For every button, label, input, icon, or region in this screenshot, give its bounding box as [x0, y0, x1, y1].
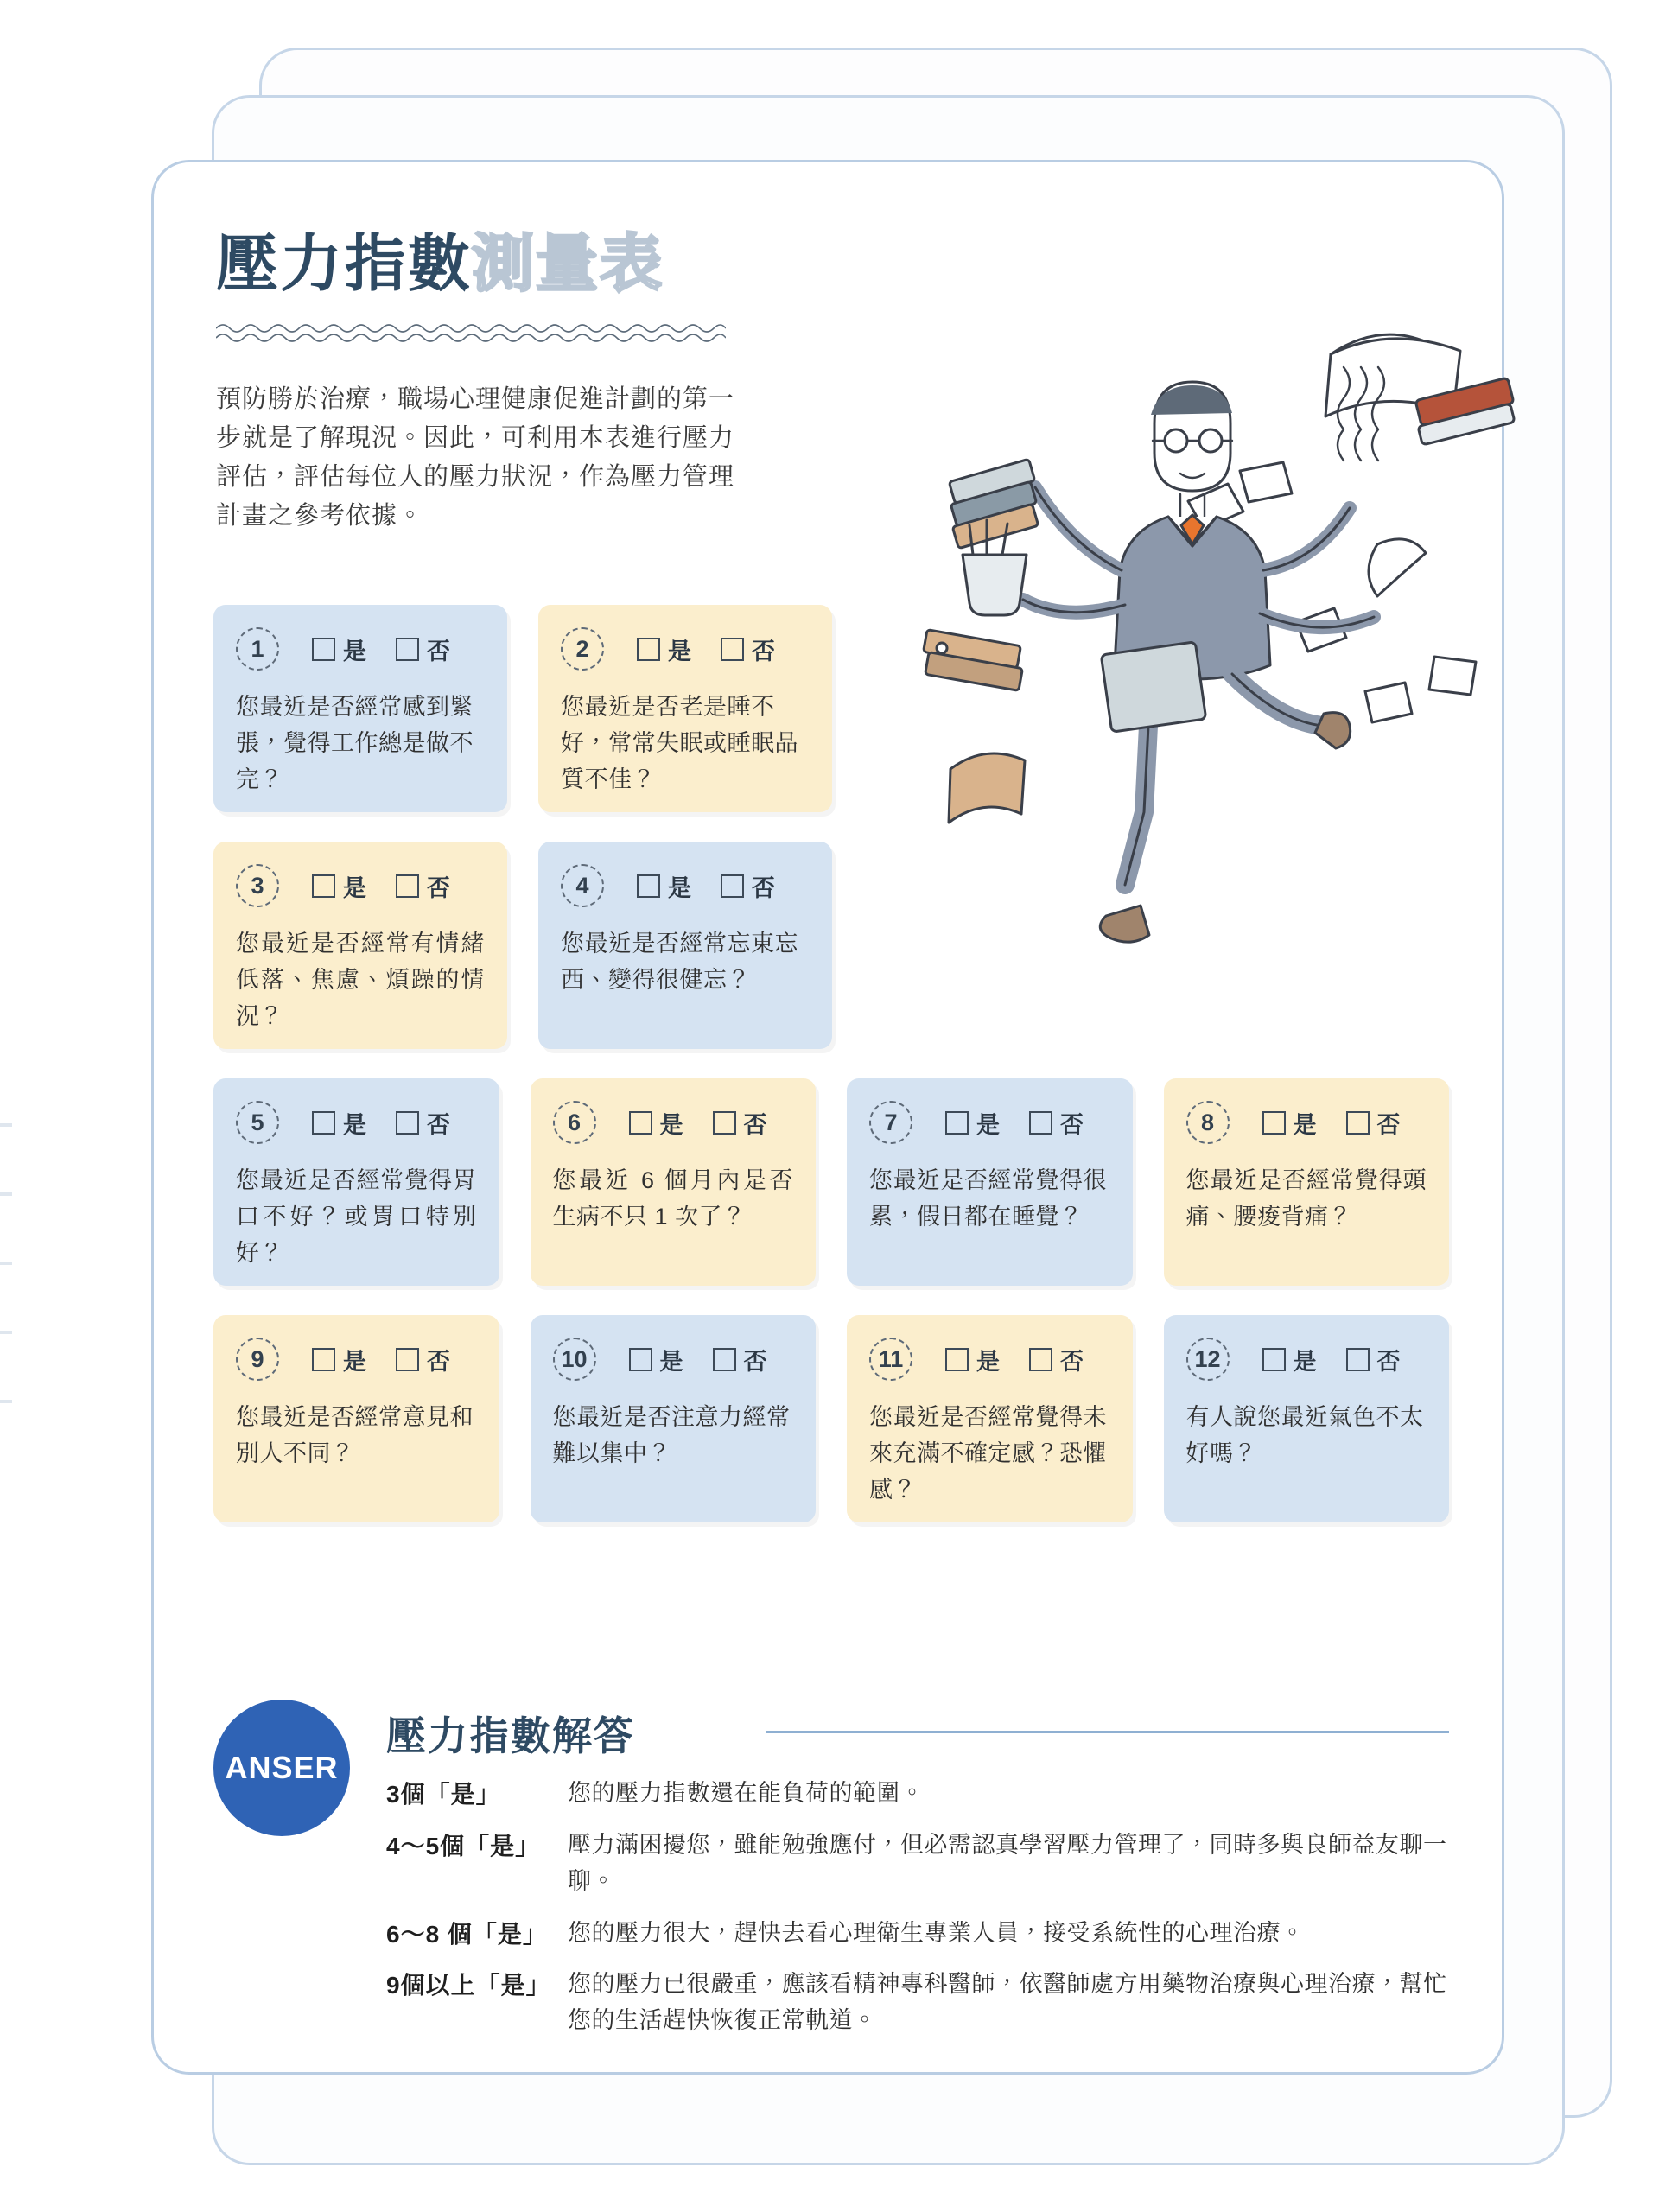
question-row-3	[213, 1078, 1449, 1286]
checkbox-yes-11[interactable]	[945, 1343, 1000, 1376]
answer-text: 您的壓力已很嚴重，應該看精神專科醫師，依醫師處方用藥物治療與心理治療，幫忙您的生活趕快恢復正常軌道。	[568, 1971, 1447, 2034]
question-card-1[interactable]	[213, 605, 507, 812]
checkbox-box-icon[interactable]	[721, 874, 744, 898]
checkbox-yes-label: 是	[343, 874, 366, 901]
question-options	[1262, 1106, 1401, 1140]
wave-divider-icon	[216, 321, 726, 344]
question-card-8[interactable]	[1164, 1078, 1450, 1286]
page-edge-mark	[0, 1123, 12, 1127]
checkbox-yes-6[interactable]	[629, 1106, 683, 1140]
question-text: 您最近 6 個月內是否生病不只 1 次了？	[552, 1167, 793, 1230]
checkbox-box-icon[interactable]	[312, 638, 335, 661]
question-options	[312, 1106, 450, 1140]
checkbox-box-icon[interactable]	[396, 874, 419, 898]
question-row-1	[213, 605, 1449, 812]
question-number: 1	[236, 627, 279, 671]
question-text: 您最近是否經常忘東忘西、變得很健忘？	[561, 931, 798, 993]
question-card-12[interactable]	[1164, 1315, 1450, 1522]
answer-heading: 壓力指數解答	[386, 1713, 635, 1758]
checkbox-yes-label: 是	[659, 1111, 683, 1138]
checkbox-box-icon[interactable]	[637, 874, 660, 898]
answer-row	[386, 1967, 1449, 2039]
question-options	[1262, 1343, 1401, 1376]
question-header	[1186, 1101, 1427, 1144]
checkbox-yes-9[interactable]	[312, 1343, 366, 1376]
question-number: 4	[561, 864, 604, 907]
question-text: 您最近是否經常感到緊張，覺得工作總是做不完？	[236, 694, 474, 792]
checkbox-no-2[interactable]	[721, 632, 775, 666]
checkbox-yes-label: 是	[1293, 1348, 1317, 1375]
checkbox-no-11[interactable]	[1029, 1343, 1084, 1376]
checkbox-box-icon[interactable]	[1346, 1111, 1370, 1135]
question-card-4[interactable]	[538, 842, 832, 1049]
answer-label: 9個以上「是」	[386, 1972, 551, 1999]
checkbox-box-icon[interactable]	[637, 638, 660, 661]
checkbox-no-12[interactable]	[1346, 1343, 1401, 1376]
checkbox-box-icon[interactable]	[1029, 1111, 1052, 1135]
checkbox-box-icon[interactable]	[713, 1348, 736, 1371]
question-card-11[interactable]	[847, 1315, 1133, 1522]
question-header	[236, 627, 485, 671]
checkbox-no-3[interactable]	[396, 869, 450, 903]
checkbox-no-label: 否	[427, 874, 450, 901]
question-header	[561, 864, 810, 907]
question-number: 10	[553, 1338, 596, 1381]
answer-label: 6～8 個「是」	[386, 1920, 548, 1948]
question-header	[561, 627, 810, 671]
checkbox-yes-label: 是	[1293, 1111, 1317, 1138]
checkbox-yes-label: 是	[659, 1348, 683, 1375]
question-text: 您最近是否經常覺得未來充滿不確定感？恐懼感？	[869, 1404, 1107, 1503]
question-options	[312, 632, 450, 666]
question-card-2[interactable]	[538, 605, 832, 812]
checkbox-no-label: 否	[752, 638, 775, 664]
question-options	[629, 1106, 767, 1140]
question-card-7[interactable]	[847, 1078, 1133, 1286]
checkbox-yes-1[interactable]	[312, 632, 366, 666]
checkbox-yes-2[interactable]	[637, 632, 691, 666]
checkbox-box-icon[interactable]	[713, 1111, 736, 1135]
question-row-4	[213, 1315, 1449, 1522]
checkbox-no-7[interactable]	[1029, 1106, 1084, 1140]
question-number: 8	[1186, 1101, 1230, 1144]
question-text: 您最近是否經常覺得頭痛、腰痠背痛？	[1185, 1167, 1427, 1230]
checkbox-no-4[interactable]	[721, 869, 775, 903]
checkbox-box-icon[interactable]	[312, 1111, 335, 1135]
checkbox-no-label: 否	[743, 1111, 767, 1138]
checkbox-box-icon[interactable]	[629, 1111, 652, 1135]
anser-badge: ANSER	[213, 1700, 350, 1836]
question-number: 3	[236, 864, 279, 907]
checkbox-yes-7[interactable]	[945, 1106, 1000, 1140]
answer-text: 您的壓力很大，趕快去看心理衛生專業人員，接受系統性的心理治療。	[568, 1919, 1305, 1946]
page-title	[216, 230, 664, 299]
checkbox-no-label: 否	[427, 1348, 450, 1375]
title-ghost: 測量表	[472, 230, 664, 299]
question-number: 7	[869, 1101, 912, 1144]
checkbox-box-icon[interactable]	[396, 638, 419, 661]
checkbox-yes-label: 是	[343, 1111, 366, 1138]
question-options	[312, 1343, 450, 1376]
question-number: 11	[869, 1338, 912, 1381]
page-edge-mark	[0, 1400, 12, 1403]
checkbox-box-icon[interactable]	[629, 1348, 652, 1371]
question-text: 您最近是否老是睡不好，常常失眠或睡眠品質不佳？	[561, 694, 798, 792]
question-card-6[interactable]	[531, 1078, 817, 1286]
checkbox-yes-label: 是	[343, 638, 366, 664]
page-edge-mark	[0, 1331, 12, 1334]
question-options	[637, 632, 775, 666]
question-number: 2	[561, 627, 604, 671]
checkbox-yes-label: 是	[668, 874, 691, 901]
checkbox-no-10[interactable]	[713, 1343, 767, 1376]
checkbox-yes-label: 是	[976, 1111, 1000, 1138]
answer-label: 3個「是」	[386, 1781, 501, 1808]
question-text: 您最近是否經常覺得胃口不好？或胃口特別好？	[236, 1167, 477, 1266]
answer-row	[386, 1827, 1449, 1900]
question-card-3[interactable]	[213, 842, 507, 1049]
question-number: 12	[1186, 1338, 1230, 1381]
answer-text: 壓力滿困擾您，雖能勉強應付，但必需認真學習壓力管理了，同時多與良師益友聊一聊。	[568, 1831, 1447, 1894]
checkbox-no-8[interactable]	[1346, 1106, 1401, 1140]
answer-label: 4～5個「是」	[386, 1832, 541, 1859]
checkbox-yes-3[interactable]	[312, 869, 366, 903]
question-header	[236, 864, 485, 907]
checkbox-box-icon[interactable]	[1346, 1348, 1370, 1371]
checkbox-no-label: 否	[427, 638, 450, 664]
checkbox-no-9[interactable]	[396, 1343, 450, 1376]
question-card-9[interactable]	[213, 1315, 499, 1522]
answer-row	[386, 1916, 1449, 1952]
checkbox-no-label: 否	[1376, 1111, 1401, 1138]
question-text: 有人說您最近氣色不太好嗎？	[1185, 1404, 1424, 1466]
checkbox-no-label: 否	[743, 1348, 767, 1375]
question-options	[629, 1343, 767, 1376]
answer-text: 您的壓力指數還在能負荷的範圍。	[568, 1780, 925, 1806]
checkbox-no-label: 否	[1376, 1348, 1401, 1375]
checkbox-box-icon[interactable]	[721, 638, 744, 661]
question-text: 您最近是否經常有情緒低落、焦慮、煩躁的情況？	[236, 931, 485, 1029]
checkbox-no-label: 否	[1060, 1111, 1084, 1138]
question-header	[553, 1101, 794, 1144]
answer-divider	[766, 1731, 1449, 1733]
checkbox-no-label: 否	[1060, 1348, 1084, 1375]
checkbox-box-icon[interactable]	[396, 1111, 419, 1135]
page-edge-mark	[0, 1262, 12, 1265]
checkbox-box-icon[interactable]	[1029, 1348, 1052, 1371]
question-options	[945, 1343, 1084, 1376]
question-number: 9	[236, 1338, 279, 1381]
question-row-2	[213, 842, 1449, 1049]
checkbox-yes-5[interactable]	[312, 1106, 366, 1140]
question-text: 您最近是否注意力經常難以集中？	[552, 1404, 791, 1466]
question-header	[1186, 1338, 1427, 1381]
question-header	[869, 1338, 1110, 1381]
checkbox-no-label: 否	[427, 1111, 450, 1138]
question-grid	[213, 605, 1449, 1552]
answer-list	[386, 1776, 1449, 2055]
checkbox-box-icon[interactable]	[1262, 1348, 1286, 1371]
checkbox-yes-label: 是	[668, 638, 691, 664]
checkbox-yes-label: 是	[343, 1348, 366, 1375]
checkbox-box-icon[interactable]	[312, 874, 335, 898]
checkbox-box-icon[interactable]	[945, 1348, 969, 1371]
checkbox-yes-label: 是	[976, 1348, 1000, 1375]
checkbox-no-5[interactable]	[396, 1106, 450, 1140]
page-edge-mark	[0, 1192, 12, 1196]
checkbox-yes-10[interactable]	[629, 1343, 683, 1376]
answer-row	[386, 1776, 1449, 1812]
checkbox-box-icon[interactable]	[945, 1111, 969, 1135]
question-text: 您最近是否經常意見和別人不同？	[236, 1404, 474, 1466]
checkbox-box-icon[interactable]	[1262, 1111, 1286, 1135]
checkbox-box-icon[interactable]	[396, 1348, 419, 1371]
question-header	[869, 1101, 1110, 1144]
checkbox-no-1[interactable]	[396, 632, 450, 666]
checkbox-yes-12[interactable]	[1262, 1343, 1317, 1376]
question-header	[236, 1101, 477, 1144]
question-number: 6	[553, 1101, 596, 1144]
question-options	[312, 869, 450, 903]
question-header	[553, 1338, 794, 1381]
question-card-10[interactable]	[531, 1315, 817, 1522]
question-options	[637, 869, 775, 903]
checkbox-yes-4[interactable]	[637, 869, 691, 903]
checkbox-no-label: 否	[752, 874, 775, 901]
checkbox-no-6[interactable]	[713, 1106, 767, 1140]
question-number: 5	[236, 1101, 279, 1144]
checkbox-yes-8[interactable]	[1262, 1106, 1317, 1140]
question-options	[945, 1106, 1084, 1140]
question-header	[236, 1338, 477, 1381]
checkbox-box-icon[interactable]	[312, 1348, 335, 1371]
question-text: 您最近是否經常覺得很累，假日都在睡覺？	[869, 1167, 1107, 1230]
intro-paragraph: 預防勝於治療，職場心理健康促進計劃的第一步就是了解現況。因此，可利用本表進行壓力評估，評估每位人的壓力狀況，作為壓力管理計畫之參考依據。	[216, 385, 735, 530]
question-card-5[interactable]	[213, 1078, 499, 1286]
title-main: 壓力指數	[216, 230, 473, 299]
